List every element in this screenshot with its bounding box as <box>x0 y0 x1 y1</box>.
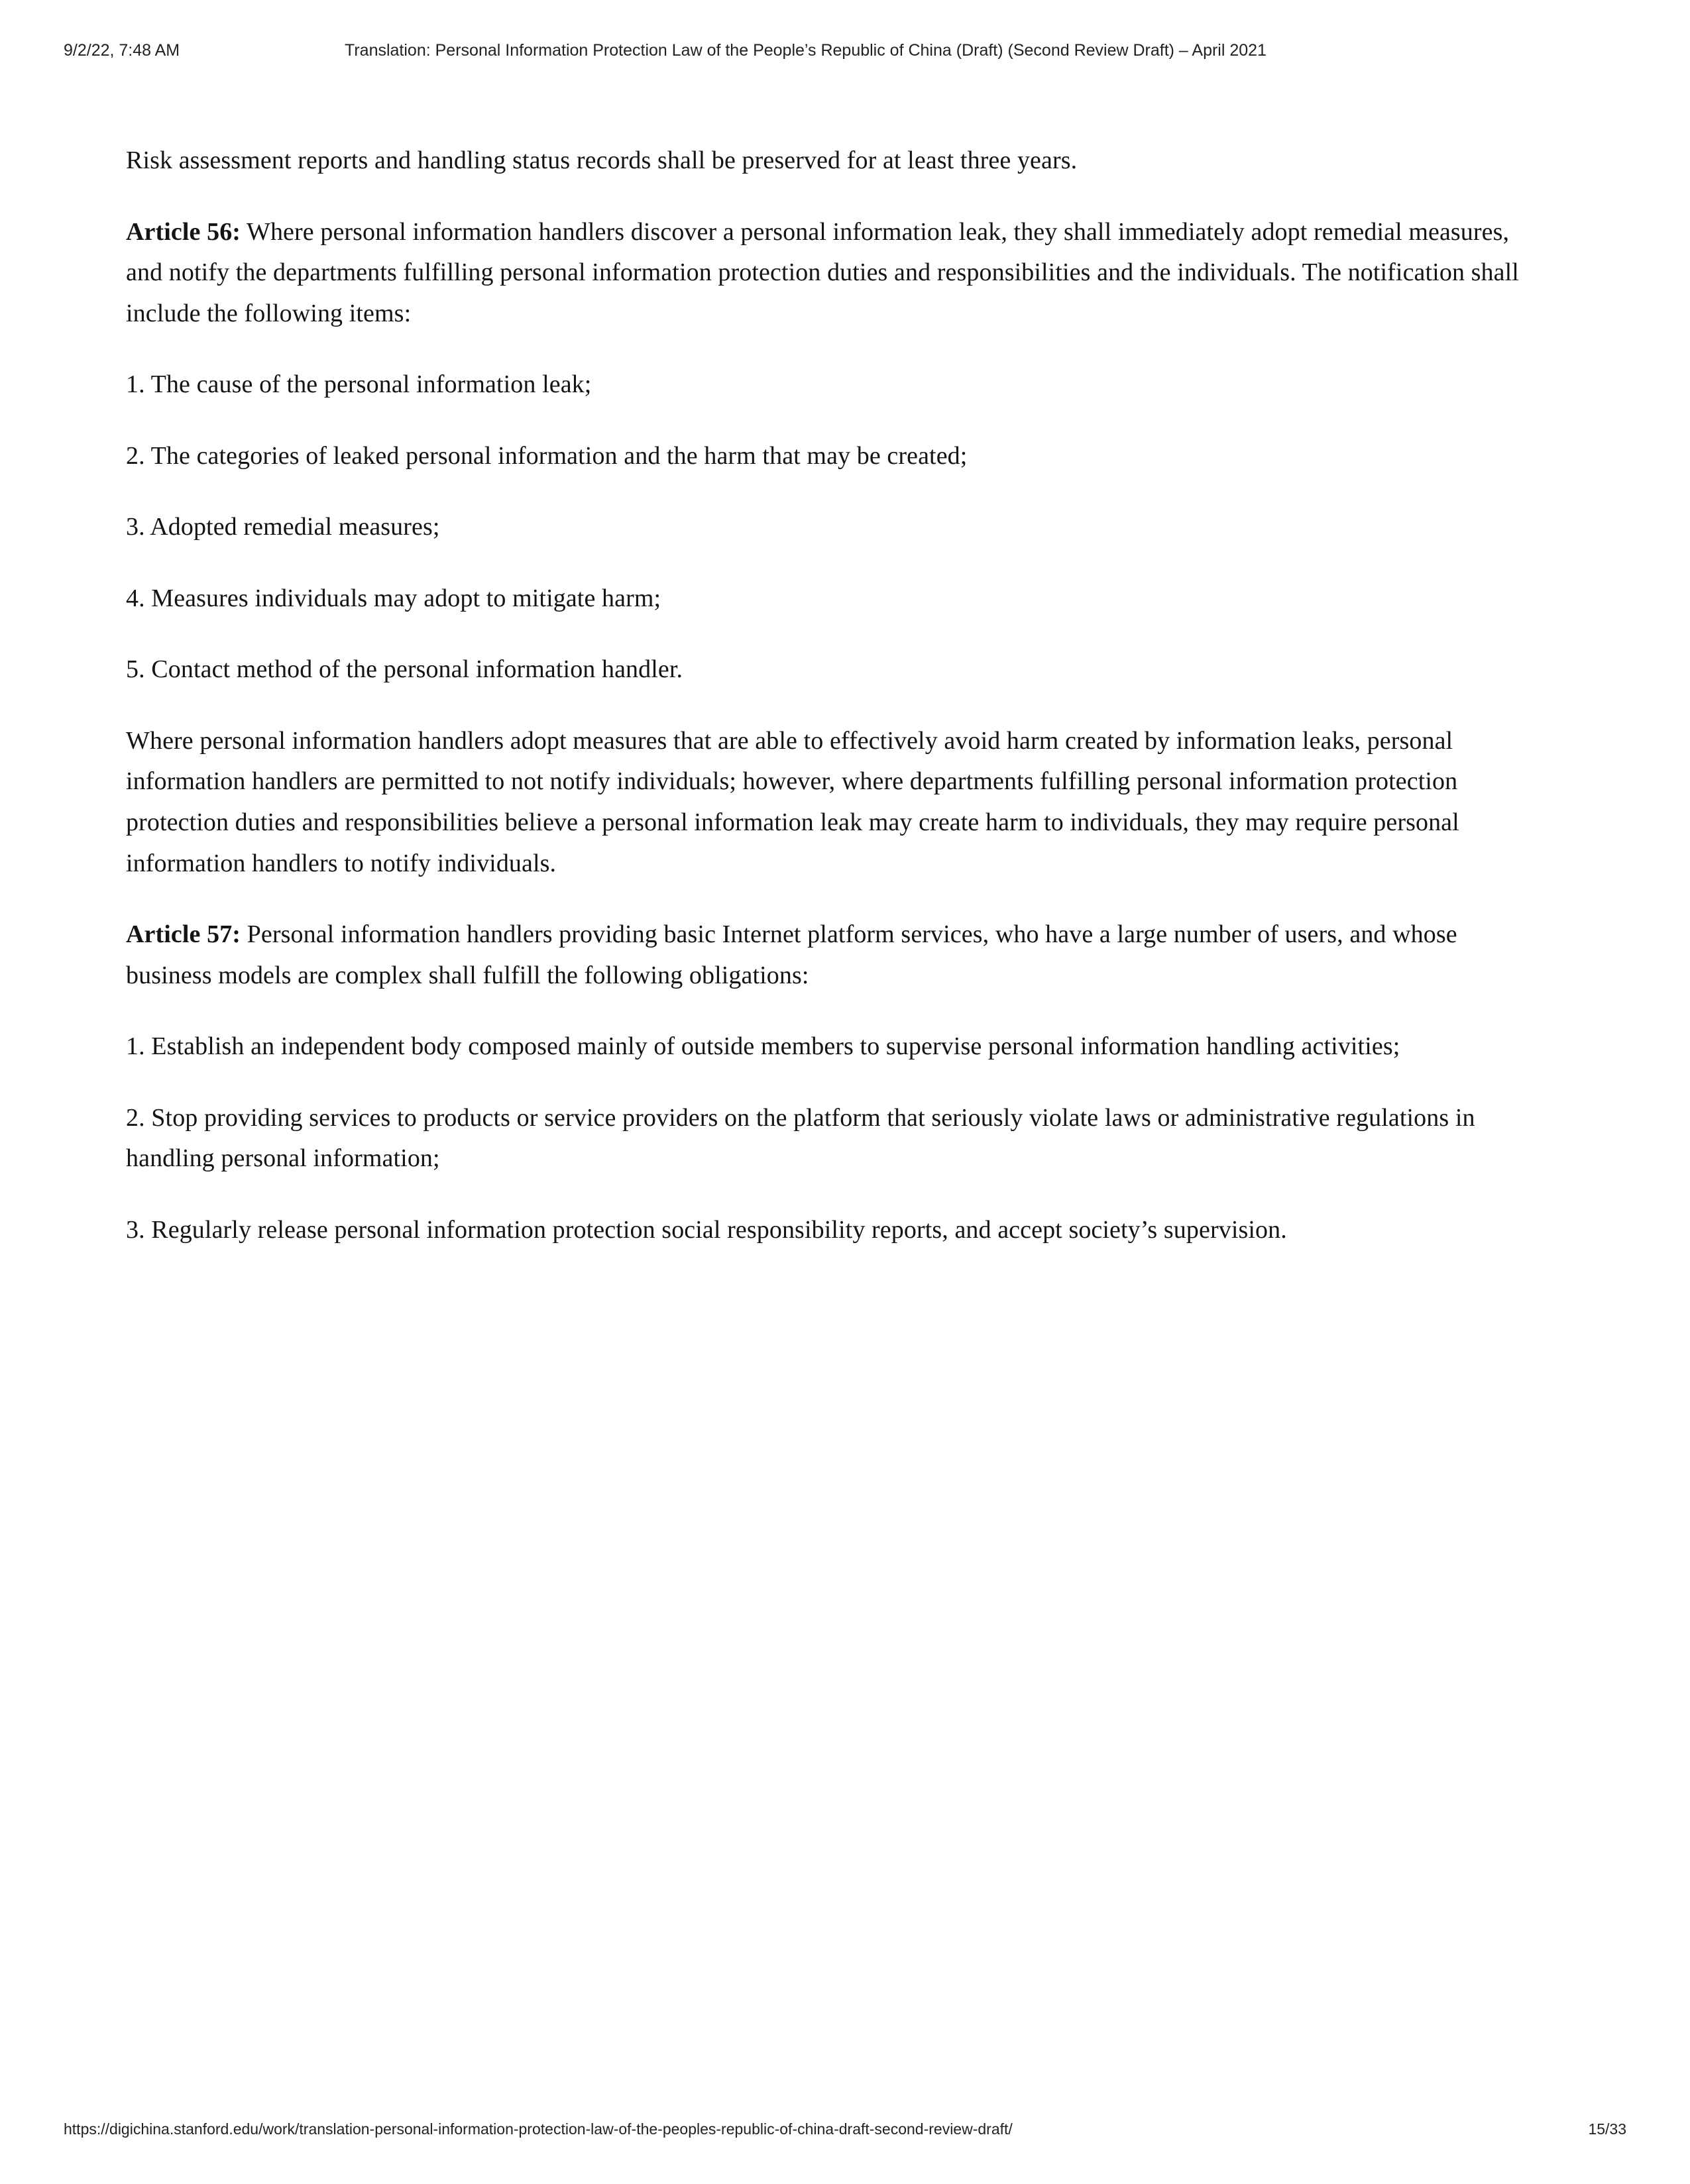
paragraph <box>126 721 1530 884</box>
print-footer <box>0 2120 1690 2140</box>
paragraph <box>126 1210 1530 1251</box>
paragraph <box>126 649 1530 690</box>
paragraph <box>126 1026 1530 1067</box>
paragraph-lead: Article 56: <box>126 217 241 246</box>
paragraph-text: 4. Measures individuals may adopt to mitigate harm; <box>126 584 661 612</box>
paragraph-text: 2. Stop providing services to products or service providers on the platform that seriously violate laws or administrative regulations in handling personal information; <box>126 1103 1475 1173</box>
paragraph <box>126 914 1530 996</box>
paragraph-text: 1. Establish an independent body composed mainly of outside members to supervise personal information handling activities; <box>126 1032 1400 1061</box>
print-header <box>0 41 1690 62</box>
paragraph-text: Where personal information handlers adopt measures that are able to effectively avoid harm created by information leaks, personal information handlers are permitted to not notify individuals; however, where departments fulfilling personal information protection protection duties and responsibilities believe a personal information leak may create harm to individuals, they may require personal information handlers to notify individuals. <box>126 726 1459 877</box>
paragraph-text: 2. The categories of leaked personal information and the harm that may be created; <box>126 441 968 470</box>
paragraph <box>126 212 1530 335</box>
footer-page-number: 15/33 <box>1588 2120 1626 2138</box>
footer-source-url[interactable]: https://digichina.stanford.edu/work/translation-personal-information-protection-law-of-the-peoples-republic-of-china-draft-second-review-draft/ <box>64 2120 1013 2138</box>
paragraph-text: Risk assessment reports and handling status records shall be preserved for at least three years. <box>126 146 1078 174</box>
header-document-title: Translation: Personal Information Protection Law of the People’s Republic of China (Draft) (Second Review Draft) – April 2021 <box>345 41 1267 60</box>
paragraph-text: 3. Regularly release personal information protection social responsibility reports, and accept society’s supervision. <box>126 1215 1287 1244</box>
document-body <box>126 140 1530 1250</box>
paragraph <box>126 364 1530 406</box>
paragraph-text: Personal information handlers providing basic Internet platform services, who have a large number of users, and whose business models are complex shall fulfill the following obligations: <box>126 920 1457 989</box>
paragraph <box>126 436 1530 477</box>
paragraph-text: Where personal information handlers discover a personal information leak, they shall immediately adopt remedial measures, and notify the departments fulfilling personal information protection duties and responsibilities and the individuals. The notification shall include the following items: <box>126 217 1519 327</box>
paragraph-text: 5. Contact method of the personal information handler. <box>126 655 683 684</box>
paragraph <box>126 578 1530 620</box>
paragraph-lead: Article 57: <box>126 920 241 949</box>
header-timestamp: 9/2/22, 7:48 AM <box>64 41 180 60</box>
paragraph-text: 1. The cause of the personal information leak; <box>126 370 592 399</box>
paragraph <box>126 507 1530 548</box>
paragraph <box>126 140 1530 182</box>
paragraph-text: 3. Adopted remedial measures; <box>126 513 440 541</box>
paragraph <box>126 1098 1530 1179</box>
